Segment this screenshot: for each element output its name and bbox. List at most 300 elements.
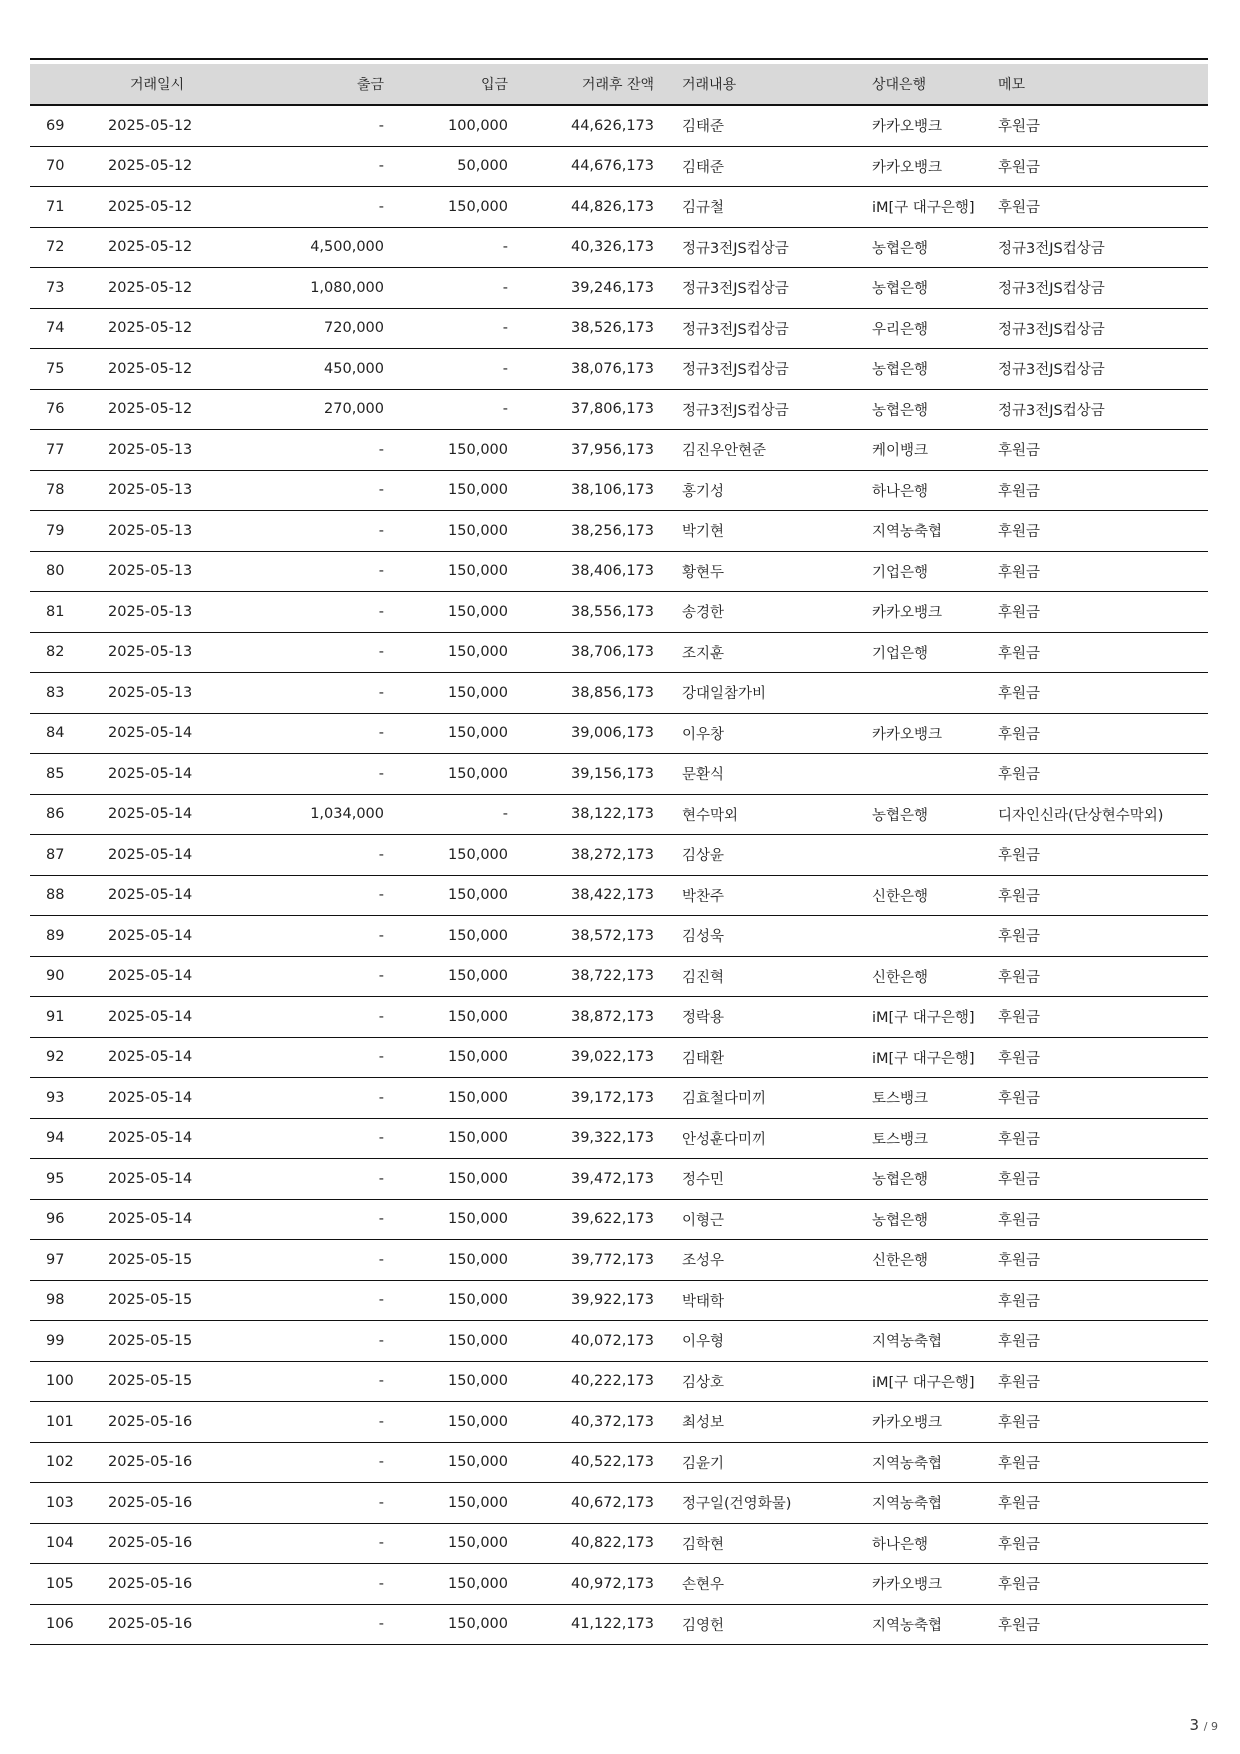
row-memo: 후원금 bbox=[998, 916, 1208, 957]
row-date: 2025-05-13 bbox=[108, 470, 260, 511]
row-memo: 정규3전JS컵상금 bbox=[998, 227, 1208, 268]
row-counterparty-bank bbox=[872, 916, 998, 957]
row-description: 정구일(건영화물) bbox=[654, 1483, 872, 1524]
row-memo: 디자인신라(단상현수막외) bbox=[998, 794, 1208, 835]
row-memo: 후원금 bbox=[998, 754, 1208, 795]
row-date: 2025-05-14 bbox=[108, 1199, 260, 1240]
row-withdrawal: - bbox=[260, 1442, 384, 1483]
row-deposit: 150,000 bbox=[384, 713, 508, 754]
row-withdrawal: - bbox=[260, 1564, 384, 1605]
row-counterparty-bank: 신한은행 bbox=[872, 1240, 998, 1281]
row-counterparty-bank: 농협은행 bbox=[872, 227, 998, 268]
row-balance: 38,272,173 bbox=[508, 835, 654, 876]
row-memo: 후원금 bbox=[998, 956, 1208, 997]
row-index: 82 bbox=[30, 632, 108, 673]
row-memo: 후원금 bbox=[998, 551, 1208, 592]
table-row bbox=[30, 794, 1208, 835]
row-balance: 39,472,173 bbox=[508, 1159, 654, 1200]
row-index: 69 bbox=[30, 105, 108, 146]
table-row bbox=[30, 1118, 1208, 1159]
row-balance: 40,326,173 bbox=[508, 227, 654, 268]
row-date: 2025-05-12 bbox=[108, 227, 260, 268]
row-deposit: 150,000 bbox=[384, 470, 508, 511]
row-withdrawal: - bbox=[260, 470, 384, 511]
row-description: 정규3전JS컵상금 bbox=[654, 308, 872, 349]
row-index: 83 bbox=[30, 673, 108, 714]
row-description: 조지훈 bbox=[654, 632, 872, 673]
row-memo: 후원금 bbox=[998, 187, 1208, 228]
table-row bbox=[30, 1240, 1208, 1281]
row-description: 김규철 bbox=[654, 187, 872, 228]
row-balance: 38,556,173 bbox=[508, 592, 654, 633]
row-balance: 40,522,173 bbox=[508, 1442, 654, 1483]
table-row bbox=[30, 1361, 1208, 1402]
table-row bbox=[30, 430, 1208, 471]
row-description: 안성훈다미끼 bbox=[654, 1118, 872, 1159]
table-row bbox=[30, 713, 1208, 754]
row-counterparty-bank: 농협은행 bbox=[872, 349, 998, 390]
row-memo: 후원금 bbox=[998, 1321, 1208, 1362]
transaction-table bbox=[30, 64, 1208, 1645]
row-index: 91 bbox=[30, 997, 108, 1038]
row-description: 정수민 bbox=[654, 1159, 872, 1200]
row-index: 94 bbox=[30, 1118, 108, 1159]
row-index: 101 bbox=[30, 1402, 108, 1443]
row-withdrawal: - bbox=[260, 551, 384, 592]
row-description: 황현두 bbox=[654, 551, 872, 592]
row-withdrawal: - bbox=[260, 835, 384, 876]
row-withdrawal: - bbox=[260, 632, 384, 673]
row-withdrawal: - bbox=[260, 1159, 384, 1200]
row-withdrawal: - bbox=[260, 875, 384, 916]
row-deposit: 150,000 bbox=[384, 1280, 508, 1321]
row-date: 2025-05-14 bbox=[108, 956, 260, 997]
row-date: 2025-05-12 bbox=[108, 308, 260, 349]
table-row bbox=[30, 592, 1208, 633]
table-row bbox=[30, 997, 1208, 1038]
row-withdrawal: - bbox=[260, 1199, 384, 1240]
row-counterparty-bank: 카카오뱅크 bbox=[872, 592, 998, 633]
row-index: 105 bbox=[30, 1564, 108, 1605]
row-index: 96 bbox=[30, 1199, 108, 1240]
row-deposit: 150,000 bbox=[384, 1483, 508, 1524]
row-balance: 40,372,173 bbox=[508, 1402, 654, 1443]
row-deposit: 150,000 bbox=[384, 754, 508, 795]
row-index: 76 bbox=[30, 389, 108, 430]
row-description: 정규3전JS컵상금 bbox=[654, 389, 872, 430]
row-description: 문환식 bbox=[654, 754, 872, 795]
row-balance: 39,246,173 bbox=[508, 268, 654, 309]
row-index: 99 bbox=[30, 1321, 108, 1362]
row-date: 2025-05-12 bbox=[108, 268, 260, 309]
row-deposit: - bbox=[384, 308, 508, 349]
row-description: 김태환 bbox=[654, 1037, 872, 1078]
row-deposit: 50,000 bbox=[384, 146, 508, 187]
row-memo: 정규3전JS컵상금 bbox=[998, 389, 1208, 430]
row-description: 김진혁 bbox=[654, 956, 872, 997]
row-withdrawal: - bbox=[260, 997, 384, 1038]
row-balance: 41,122,173 bbox=[508, 1604, 654, 1645]
row-balance: 39,172,173 bbox=[508, 1078, 654, 1119]
table-row bbox=[30, 1159, 1208, 1200]
row-description: 김윤기 bbox=[654, 1442, 872, 1483]
row-memo: 후원금 bbox=[998, 105, 1208, 146]
row-memo: 후원금 bbox=[998, 1523, 1208, 1564]
row-index: 106 bbox=[30, 1604, 108, 1645]
row-index: 88 bbox=[30, 875, 108, 916]
row-date: 2025-05-12 bbox=[108, 105, 260, 146]
row-withdrawal: - bbox=[260, 754, 384, 795]
row-memo: 후원금 bbox=[998, 673, 1208, 714]
row-description: 이우창 bbox=[654, 713, 872, 754]
row-date: 2025-05-12 bbox=[108, 146, 260, 187]
row-index: 102 bbox=[30, 1442, 108, 1483]
row-counterparty-bank: 토스뱅크 bbox=[872, 1078, 998, 1119]
row-index: 81 bbox=[30, 592, 108, 633]
row-counterparty-bank: 지역농축협 bbox=[872, 511, 998, 552]
table-row bbox=[30, 1037, 1208, 1078]
row-counterparty-bank: 지역농축협 bbox=[872, 1604, 998, 1645]
row-memo: 후원금 bbox=[998, 632, 1208, 673]
row-balance: 37,956,173 bbox=[508, 430, 654, 471]
row-deposit: 150,000 bbox=[384, 1361, 508, 1402]
table-row bbox=[30, 632, 1208, 673]
header-memo: 메모 bbox=[998, 64, 1208, 105]
row-withdrawal: - bbox=[260, 187, 384, 228]
transaction-sheet bbox=[30, 58, 1208, 1645]
row-counterparty-bank: iM[구 대구은행] bbox=[872, 997, 998, 1038]
table-row bbox=[30, 835, 1208, 876]
row-description: 김효철다미끼 bbox=[654, 1078, 872, 1119]
row-memo: 후원금 bbox=[998, 592, 1208, 633]
row-withdrawal: 450,000 bbox=[260, 349, 384, 390]
row-index: 86 bbox=[30, 794, 108, 835]
row-counterparty-bank: iM[구 대구은행] bbox=[872, 187, 998, 228]
row-deposit: 150,000 bbox=[384, 430, 508, 471]
row-deposit: - bbox=[384, 268, 508, 309]
row-index: 78 bbox=[30, 470, 108, 511]
row-date: 2025-05-12 bbox=[108, 187, 260, 228]
row-description: 김영헌 bbox=[654, 1604, 872, 1645]
row-deposit: 150,000 bbox=[384, 1199, 508, 1240]
row-withdrawal: - bbox=[260, 105, 384, 146]
row-balance: 38,526,173 bbox=[508, 308, 654, 349]
row-index: 97 bbox=[30, 1240, 108, 1281]
row-memo: 후원금 bbox=[998, 1604, 1208, 1645]
row-index: 93 bbox=[30, 1078, 108, 1119]
table-row bbox=[30, 551, 1208, 592]
row-description: 박태학 bbox=[654, 1280, 872, 1321]
row-deposit: 150,000 bbox=[384, 673, 508, 714]
row-balance: 38,872,173 bbox=[508, 997, 654, 1038]
row-index: 98 bbox=[30, 1280, 108, 1321]
row-index: 85 bbox=[30, 754, 108, 795]
page-number bbox=[1189, 1716, 1218, 1734]
table-row bbox=[30, 956, 1208, 997]
row-deposit: 150,000 bbox=[384, 1604, 508, 1645]
row-deposit: 150,000 bbox=[384, 1078, 508, 1119]
table-body bbox=[30, 105, 1208, 1645]
row-deposit: 150,000 bbox=[384, 1564, 508, 1605]
row-deposit: 150,000 bbox=[384, 916, 508, 957]
row-balance: 39,156,173 bbox=[508, 754, 654, 795]
row-memo: 후원금 bbox=[998, 1361, 1208, 1402]
row-deposit: 150,000 bbox=[384, 551, 508, 592]
row-memo: 후원금 bbox=[998, 511, 1208, 552]
row-balance: 44,826,173 bbox=[508, 187, 654, 228]
row-deposit: - bbox=[384, 794, 508, 835]
row-deposit: 150,000 bbox=[384, 875, 508, 916]
row-memo: 후원금 bbox=[998, 1442, 1208, 1483]
row-index: 75 bbox=[30, 349, 108, 390]
row-deposit: 150,000 bbox=[384, 632, 508, 673]
row-withdrawal: 1,034,000 bbox=[260, 794, 384, 835]
row-description: 최성보 bbox=[654, 1402, 872, 1443]
row-balance: 44,626,173 bbox=[508, 105, 654, 146]
row-deposit: 150,000 bbox=[384, 956, 508, 997]
row-description: 이형근 bbox=[654, 1199, 872, 1240]
row-counterparty-bank: 우리은행 bbox=[872, 308, 998, 349]
table-row bbox=[30, 1564, 1208, 1605]
row-description: 김상윤 bbox=[654, 835, 872, 876]
header-description: 거래내용 bbox=[654, 64, 872, 105]
row-counterparty-bank bbox=[872, 754, 998, 795]
row-description: 박찬주 bbox=[654, 875, 872, 916]
row-counterparty-bank: 지역농축협 bbox=[872, 1321, 998, 1362]
row-deposit: 150,000 bbox=[384, 835, 508, 876]
row-balance: 40,072,173 bbox=[508, 1321, 654, 1362]
row-balance: 39,006,173 bbox=[508, 713, 654, 754]
row-memo: 후원금 bbox=[998, 835, 1208, 876]
row-description: 김태준 bbox=[654, 105, 872, 146]
row-balance: 38,106,173 bbox=[508, 470, 654, 511]
row-index: 77 bbox=[30, 430, 108, 471]
table-row bbox=[30, 349, 1208, 390]
row-description: 손현우 bbox=[654, 1564, 872, 1605]
row-withdrawal: - bbox=[260, 916, 384, 957]
row-withdrawal: - bbox=[260, 1321, 384, 1362]
row-description: 박기현 bbox=[654, 511, 872, 552]
row-deposit: - bbox=[384, 389, 508, 430]
row-memo: 후원금 bbox=[998, 146, 1208, 187]
row-description: 현수막외 bbox=[654, 794, 872, 835]
row-deposit: 150,000 bbox=[384, 592, 508, 633]
row-withdrawal: - bbox=[260, 146, 384, 187]
header-index bbox=[30, 64, 108, 105]
table-row bbox=[30, 227, 1208, 268]
row-counterparty-bank: 농협은행 bbox=[872, 1159, 998, 1200]
row-withdrawal: - bbox=[260, 1280, 384, 1321]
row-balance: 40,822,173 bbox=[508, 1523, 654, 1564]
row-index: 79 bbox=[30, 511, 108, 552]
row-deposit: 150,000 bbox=[384, 1402, 508, 1443]
row-index: 100 bbox=[30, 1361, 108, 1402]
table-row bbox=[30, 1199, 1208, 1240]
row-date: 2025-05-16 bbox=[108, 1442, 260, 1483]
row-date: 2025-05-16 bbox=[108, 1564, 260, 1605]
row-memo: 후원금 bbox=[998, 1402, 1208, 1443]
row-balance: 39,922,173 bbox=[508, 1280, 654, 1321]
row-memo: 정규3전JS컵상금 bbox=[998, 268, 1208, 309]
row-date: 2025-05-14 bbox=[108, 1078, 260, 1119]
row-counterparty-bank: 농협은행 bbox=[872, 268, 998, 309]
table-row bbox=[30, 389, 1208, 430]
row-date: 2025-05-16 bbox=[108, 1483, 260, 1524]
current-page: 3 bbox=[1189, 1716, 1200, 1734]
table-row bbox=[30, 1280, 1208, 1321]
row-withdrawal: - bbox=[260, 430, 384, 471]
row-description: 김진우안현준 bbox=[654, 430, 872, 471]
row-counterparty-bank: 하나은행 bbox=[872, 470, 998, 511]
row-deposit: 100,000 bbox=[384, 105, 508, 146]
row-date: 2025-05-13 bbox=[108, 592, 260, 633]
row-index: 95 bbox=[30, 1159, 108, 1200]
row-date: 2025-05-14 bbox=[108, 713, 260, 754]
row-date: 2025-05-14 bbox=[108, 794, 260, 835]
row-index: 80 bbox=[30, 551, 108, 592]
row-date: 2025-05-14 bbox=[108, 835, 260, 876]
row-withdrawal: - bbox=[260, 1037, 384, 1078]
row-counterparty-bank: 하나은행 bbox=[872, 1523, 998, 1564]
row-description: 김태준 bbox=[654, 146, 872, 187]
row-counterparty-bank bbox=[872, 835, 998, 876]
table-row bbox=[30, 875, 1208, 916]
row-date: 2025-05-13 bbox=[108, 551, 260, 592]
row-index: 72 bbox=[30, 227, 108, 268]
row-counterparty-bank bbox=[872, 673, 998, 714]
row-index: 92 bbox=[30, 1037, 108, 1078]
row-memo: 후원금 bbox=[998, 470, 1208, 511]
row-withdrawal: - bbox=[260, 1604, 384, 1645]
table-row bbox=[30, 1483, 1208, 1524]
row-memo: 정규3전JS컵상금 bbox=[998, 349, 1208, 390]
row-withdrawal: - bbox=[260, 1483, 384, 1524]
row-date: 2025-05-13 bbox=[108, 632, 260, 673]
table-row bbox=[30, 470, 1208, 511]
row-index: 73 bbox=[30, 268, 108, 309]
row-description: 송경한 bbox=[654, 592, 872, 633]
table-row bbox=[30, 1442, 1208, 1483]
row-deposit: 150,000 bbox=[384, 1523, 508, 1564]
row-description: 이우형 bbox=[654, 1321, 872, 1362]
row-counterparty-bank: 지역농축협 bbox=[872, 1442, 998, 1483]
row-counterparty-bank: 카카오뱅크 bbox=[872, 1564, 998, 1605]
row-deposit: 150,000 bbox=[384, 511, 508, 552]
row-withdrawal: - bbox=[260, 1118, 384, 1159]
row-description: 김성욱 bbox=[654, 916, 872, 957]
row-balance: 39,622,173 bbox=[508, 1199, 654, 1240]
row-date: 2025-05-12 bbox=[108, 389, 260, 430]
row-index: 104 bbox=[30, 1523, 108, 1564]
table-row bbox=[30, 146, 1208, 187]
row-memo: 후원금 bbox=[998, 430, 1208, 471]
row-balance: 38,856,173 bbox=[508, 673, 654, 714]
row-counterparty-bank: 기업은행 bbox=[872, 551, 998, 592]
row-deposit: 150,000 bbox=[384, 1037, 508, 1078]
row-counterparty-bank: 신한은행 bbox=[872, 875, 998, 916]
row-deposit: 150,000 bbox=[384, 1240, 508, 1281]
header-withdrawal: 출금 bbox=[260, 64, 384, 105]
table-row bbox=[30, 511, 1208, 552]
row-withdrawal: 1,080,000 bbox=[260, 268, 384, 309]
row-date: 2025-05-14 bbox=[108, 754, 260, 795]
row-withdrawal: - bbox=[260, 1361, 384, 1402]
row-date: 2025-05-15 bbox=[108, 1240, 260, 1281]
row-memo: 후원금 bbox=[998, 1159, 1208, 1200]
row-withdrawal: 720,000 bbox=[260, 308, 384, 349]
table-row bbox=[30, 1402, 1208, 1443]
row-date: 2025-05-15 bbox=[108, 1361, 260, 1402]
header-deposit: 입금 bbox=[384, 64, 508, 105]
table-row bbox=[30, 673, 1208, 714]
table-row bbox=[30, 1604, 1208, 1645]
table-row bbox=[30, 754, 1208, 795]
row-balance: 39,322,173 bbox=[508, 1118, 654, 1159]
row-counterparty-bank: 기업은행 bbox=[872, 632, 998, 673]
row-date: 2025-05-13 bbox=[108, 673, 260, 714]
table-row bbox=[30, 1523, 1208, 1564]
row-date: 2025-05-14 bbox=[108, 1037, 260, 1078]
row-balance: 39,772,173 bbox=[508, 1240, 654, 1281]
row-index: 89 bbox=[30, 916, 108, 957]
row-balance: 38,122,173 bbox=[508, 794, 654, 835]
row-memo: 후원금 bbox=[998, 1078, 1208, 1119]
row-withdrawal: - bbox=[260, 511, 384, 552]
table-row bbox=[30, 1321, 1208, 1362]
row-withdrawal: - bbox=[260, 1402, 384, 1443]
row-date: 2025-05-13 bbox=[108, 511, 260, 552]
row-description: 정락용 bbox=[654, 997, 872, 1038]
row-description: 김상호 bbox=[654, 1361, 872, 1402]
row-description: 조성우 bbox=[654, 1240, 872, 1281]
row-withdrawal: 270,000 bbox=[260, 389, 384, 430]
row-deposit: 150,000 bbox=[384, 1442, 508, 1483]
row-memo: 후원금 bbox=[998, 1037, 1208, 1078]
row-memo: 후원금 bbox=[998, 997, 1208, 1038]
row-index: 90 bbox=[30, 956, 108, 997]
row-counterparty-bank: 토스뱅크 bbox=[872, 1118, 998, 1159]
row-counterparty-bank: iM[구 대구은행] bbox=[872, 1361, 998, 1402]
row-balance: 39,022,173 bbox=[508, 1037, 654, 1078]
row-date: 2025-05-14 bbox=[108, 997, 260, 1038]
row-withdrawal: - bbox=[260, 1240, 384, 1281]
row-counterparty-bank: 농협은행 bbox=[872, 389, 998, 430]
header-balance: 거래후 잔액 bbox=[508, 64, 654, 105]
row-counterparty-bank: 카카오뱅크 bbox=[872, 1402, 998, 1443]
row-deposit: 150,000 bbox=[384, 1321, 508, 1362]
row-withdrawal: 4,500,000 bbox=[260, 227, 384, 268]
row-index: 84 bbox=[30, 713, 108, 754]
row-memo: 후원금 bbox=[998, 1118, 1208, 1159]
row-index: 103 bbox=[30, 1483, 108, 1524]
row-description: 김학현 bbox=[654, 1523, 872, 1564]
row-counterparty-bank: 지역농축협 bbox=[872, 1483, 998, 1524]
row-balance: 40,222,173 bbox=[508, 1361, 654, 1402]
row-memo: 후원금 bbox=[998, 1564, 1208, 1605]
row-memo: 후원금 bbox=[998, 1280, 1208, 1321]
row-memo: 후원금 bbox=[998, 1483, 1208, 1524]
header-date: 거래일시 bbox=[108, 64, 260, 105]
row-description: 홍기성 bbox=[654, 470, 872, 511]
row-withdrawal: - bbox=[260, 1078, 384, 1119]
row-balance: 44,676,173 bbox=[508, 146, 654, 187]
row-counterparty-bank: 농협은행 bbox=[872, 1199, 998, 1240]
row-date: 2025-05-14 bbox=[108, 916, 260, 957]
row-memo: 후원금 bbox=[998, 1199, 1208, 1240]
total-pages: / 9 bbox=[1203, 1720, 1218, 1733]
row-withdrawal: - bbox=[260, 1523, 384, 1564]
row-memo: 후원금 bbox=[998, 875, 1208, 916]
